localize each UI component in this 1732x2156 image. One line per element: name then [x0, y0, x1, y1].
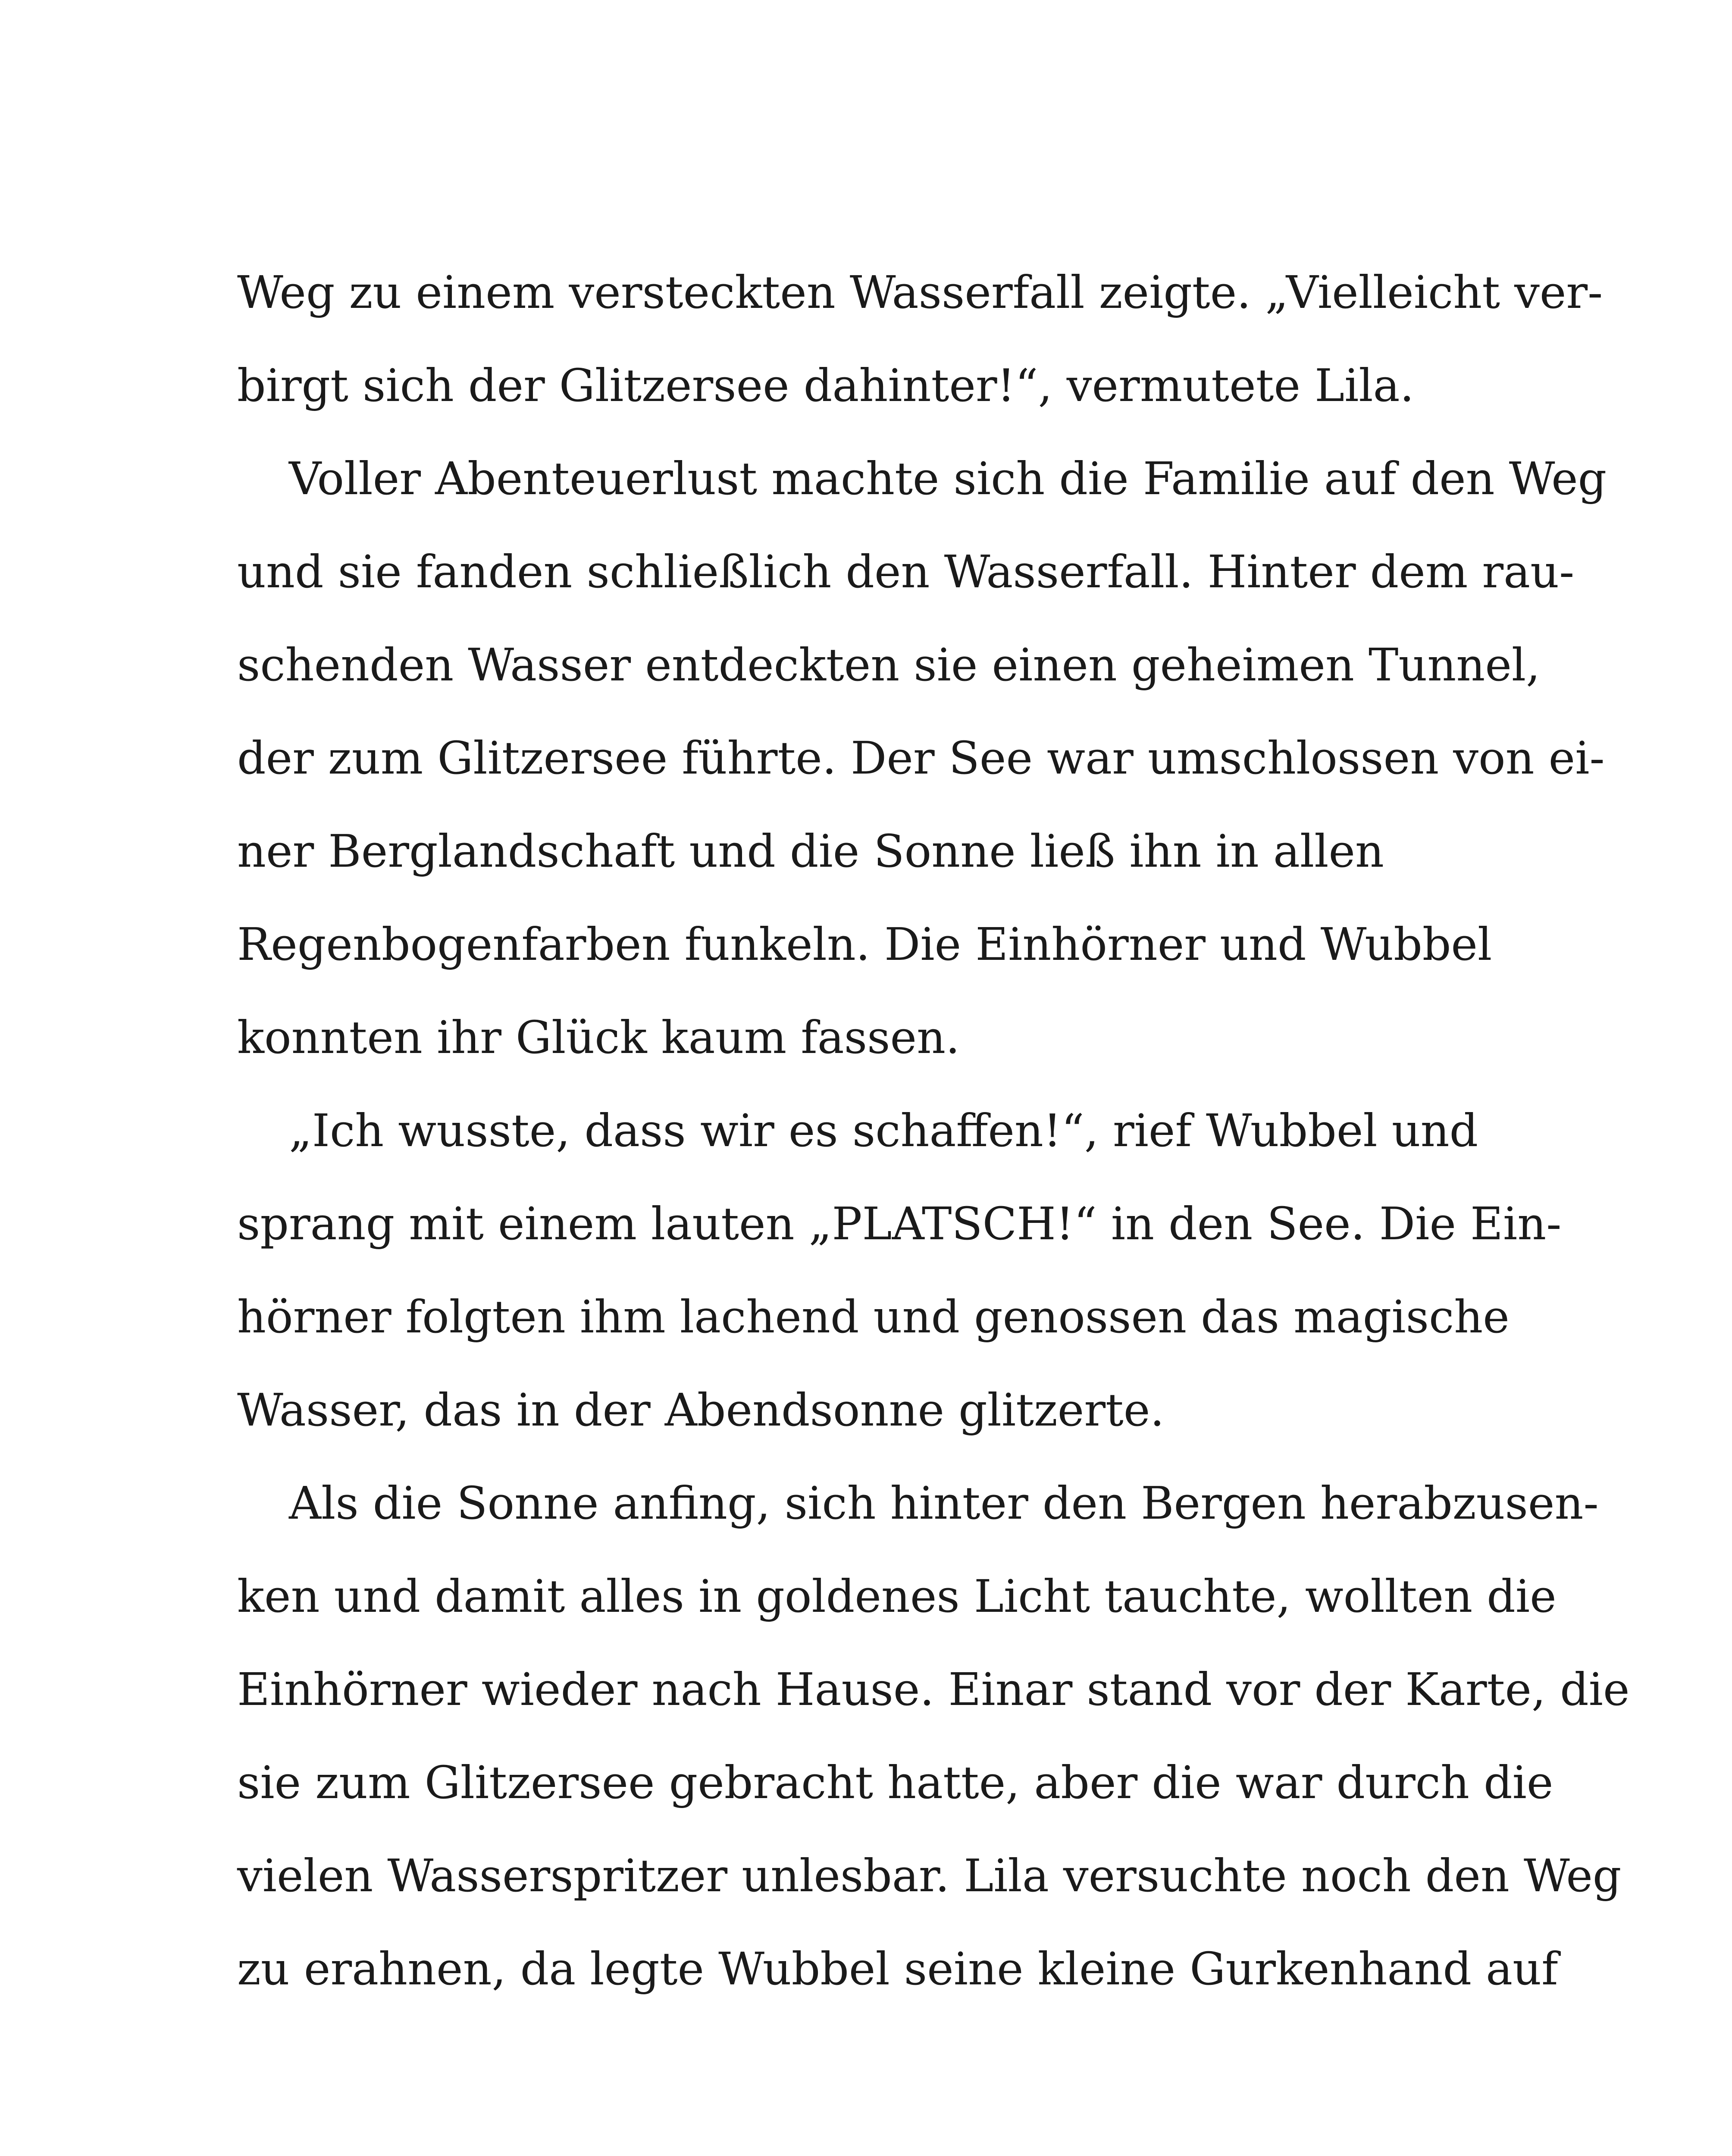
text-line: birgt sich der Glitzersee dahinter!“, vermutete Lila. [237, 359, 1414, 412]
text-line: Wasser, das in der Abendsonne glitzerte. [237, 1384, 1165, 1436]
text-line: und sie fanden schließlich den Wasserfall. Hinter dem rau- [237, 545, 1575, 598]
paragraph-start-line: Als die Sonne anfing, sich hinter den Bergen herabzusen- [289, 1477, 1599, 1529]
text-line: Einhörner wieder nach Hause. Einar stand vor der Karte, die [237, 1663, 1630, 1716]
text-line: sprang mit einem lauten „PLATSCH!“ in den See. Die Ein- [237, 1197, 1562, 1250]
text-line: ner Berglandschaft und die Sonne ließ ihn in allen [237, 825, 1384, 877]
text-line: Regenbogenfarben funkeln. Die Einhörner und Wubbel [237, 918, 1492, 971]
text-line: konnten ihr Glück kaum fassen. [237, 1011, 960, 1064]
text-line: sie zum Glitzersee gebracht hatte, aber die war durch die [237, 1756, 1553, 1809]
text-line: vielen Wasserspritzer unlesbar. Lila versuchte noch den Weg [237, 1849, 1622, 1902]
text-line: der zum Glitzersee führte. Der See war umschlossen von ei- [237, 732, 1605, 784]
text-line: schenden Wasser entdeckten sie einen geheimen Tunnel, [237, 639, 1541, 691]
paragraph-start-line: „Ich wusste, dass wir es schaffen!“, rief Wubbel und [289, 1104, 1478, 1157]
text-line: zu erahnen, da legte Wubbel seine kleine Gurkenhand auf [237, 1943, 1558, 1995]
text-line: ken und damit alles in goldenes Licht tauchte, wollten die [237, 1570, 1557, 1623]
text-line: Weg zu einem versteckten Wasserfall zeigte. „Vielleicht ver- [237, 266, 1603, 319]
text-line: hörner folgten ihm lachend und genossen das magische [237, 1291, 1510, 1343]
paragraph-start-line: Voller Abenteuerlust machte sich die Familie auf den Weg [289, 452, 1607, 505]
